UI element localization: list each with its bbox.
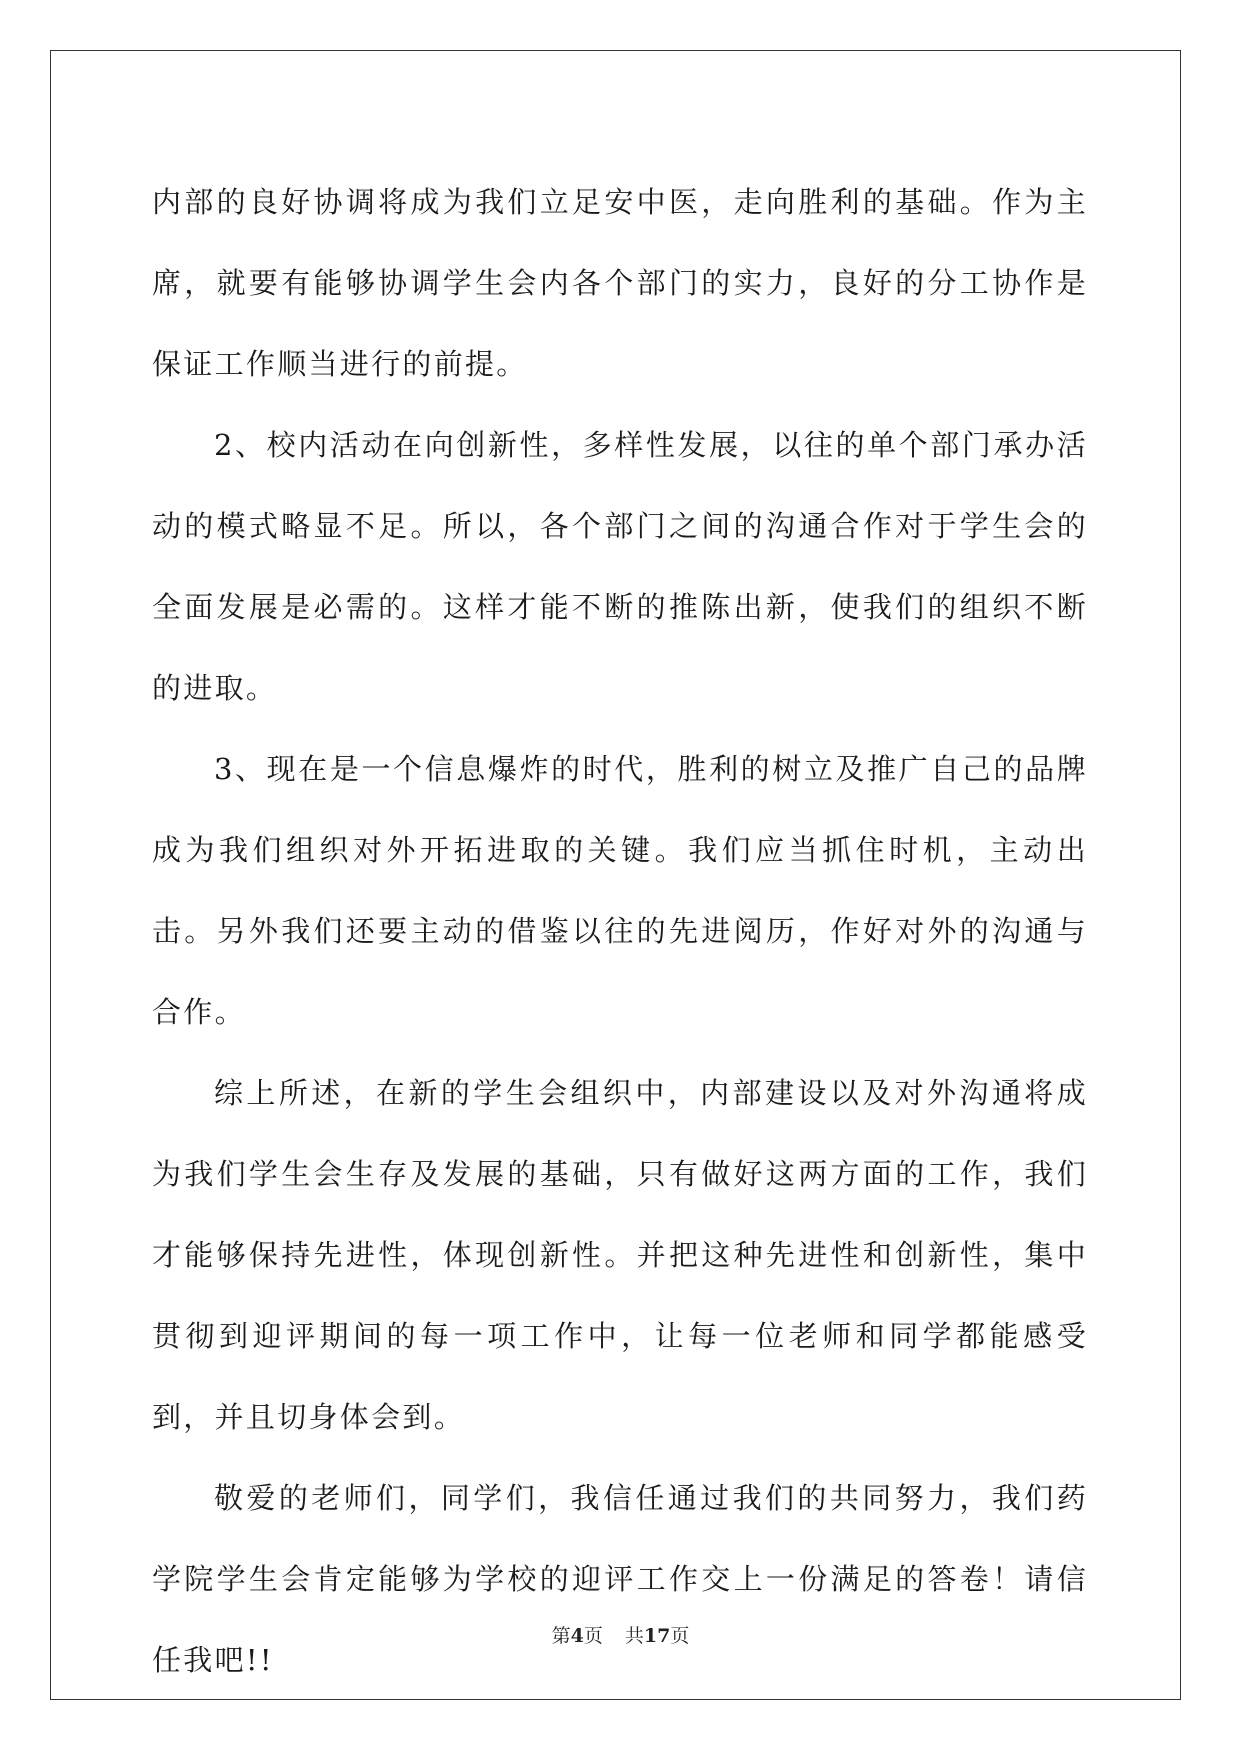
paragraph-3: 3、现在是一个信息爆炸的时代，胜利的树立及推广自己的品牌成为我们组织对外开拓进取的关键。我们应当抓住时机，主动出击。另外我们还要主动的借鉴以往的先进阅历，作好对外的沟通与合作。 xyxy=(152,752,1088,1029)
document-body xyxy=(152,162,1088,1701)
total-page-count: 17 xyxy=(643,1625,671,1647)
paragraph-2: 2、校内活动在向创新性，多样性发展，以往的单个部门承办活动的模式略显不足。所以，各个部门之间的沟通合作对于学生会的全面发展是必需的。这样才能不断的推陈出新，使我们的组织不断的进取。 xyxy=(152,428,1088,705)
paragraph-4: 综上所述，在新的学生会组织中，内部建设以及对外沟通将成为我们学生会生存及发展的基础，只有做好这两方面的工作，我们才能够保持先进性，体现创新性。并把这种先进性和创新性，集中贯彻到迎评期间的每一项工作中，让每一位老师和同学都能感受到，并且切身体会到。 xyxy=(152,1076,1088,1434)
paragraph-1: 内部的良好协调将成为我们立足安中医，走向胜利的基础。作为主席，就要有能够协调学生会内各个部门的实力，良好的分工协作是保证工作顺当进行的前提。 xyxy=(152,185,1088,381)
footer-prefix: 第 xyxy=(551,1625,571,1647)
footer-page-suffix: 页 xyxy=(583,1625,603,1647)
footer-total-suffix: 页 xyxy=(670,1625,690,1647)
current-page-number: 4 xyxy=(570,1625,584,1647)
footer-total-prefix: 共 xyxy=(624,1625,644,1647)
paragraph-5: 敬爱的老师们，同学们，我信任通过我们的共同努力，我们药学院学生会肯定能够为学校的迎评工作交上一份满足的答卷！请信任我吧!! xyxy=(152,1481,1088,1677)
page-footer xyxy=(0,1621,1241,1648)
